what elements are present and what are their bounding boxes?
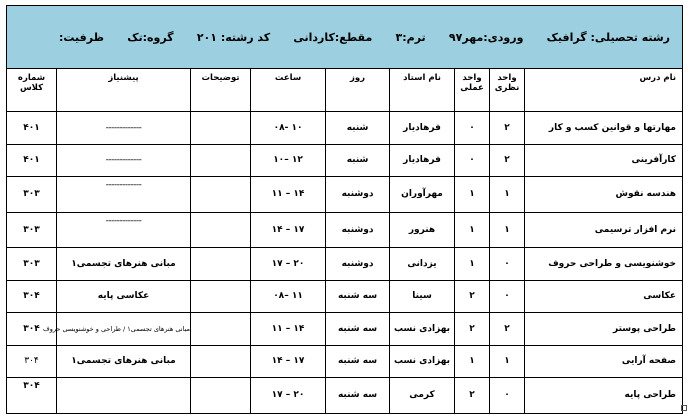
table-row	[7, 345, 683, 378]
header-cell	[7, 6, 683, 69]
entry-label: ورودی:مهر۹۷	[448, 30, 524, 44]
cell-day: سه شنبه	[326, 345, 390, 378]
cell-practical: ۱	[455, 212, 490, 248]
cell-day: سه شنبه	[326, 313, 390, 346]
cell-day: دوشنبه	[326, 248, 390, 281]
cell-day: سه شنبه	[326, 280, 390, 313]
cell-prereq: مبانی هنرهای تجسمی۱	[57, 345, 191, 378]
cell-practical: ۰	[455, 112, 490, 145]
cell-practical: ۱	[455, 248, 490, 281]
cell-prereq: مبانی هنرهای تجسمی۱ / طراحی و خوشنویسی حروف	[57, 313, 191, 346]
table-row	[7, 280, 683, 313]
cell-day: شنبه	[326, 112, 390, 145]
cell-time: ۱۷ – ۱۴	[251, 212, 326, 248]
cell-room: ۳۰۳	[7, 248, 57, 281]
cell-teacher: کرمی	[390, 378, 455, 414]
col-notes: توضیحات	[191, 69, 251, 112]
table-row	[7, 248, 683, 281]
cell-prereq	[57, 378, 191, 414]
header-row	[7, 6, 683, 69]
cell-prereq: -------------	[57, 212, 191, 248]
group-label: گروه:تک	[127, 30, 174, 44]
cell-room: ۴۰۱	[7, 112, 57, 145]
cell-day: دوشنبه	[326, 177, 390, 213]
cell-theory: ۰	[490, 280, 525, 313]
cell-theory: ۱	[490, 345, 525, 378]
col-prereq: پیشنیاز	[57, 69, 191, 112]
cell-teacher: بهزادی نسب	[390, 313, 455, 346]
cell-room: ۳۰۴	[7, 378, 57, 414]
cell-notes	[191, 112, 251, 145]
cell-practical: ۲	[455, 313, 490, 346]
cell-theory: ۲	[490, 144, 525, 177]
cell-time: ۱۱ –۰۸	[251, 280, 326, 313]
level-label: مقطع:کاردانی	[293, 30, 373, 44]
cell-prereq: -------------	[57, 112, 191, 145]
cell-day: سه شنبه	[326, 378, 390, 414]
table-row	[7, 112, 683, 145]
cell-theory: ۰	[490, 248, 525, 281]
col-time: ساعت	[251, 69, 326, 112]
cell-theory: ۲	[490, 313, 525, 346]
col-teacher: نام استاد	[390, 69, 455, 112]
col-day: روز	[326, 69, 390, 112]
cell-notes	[191, 280, 251, 313]
cell-course: عکاسی	[525, 280, 683, 313]
column-header-row	[7, 69, 683, 112]
cell-time: ۲۰ – ۱۷	[251, 248, 326, 281]
cell-course: خوشنویسی و طراحی حروف	[525, 248, 683, 281]
cell-course: هندسه نقوش	[525, 177, 683, 213]
cell-course: صفحه آرایی	[525, 345, 683, 378]
resize-handle-icon[interactable]	[681, 405, 687, 411]
cell-notes	[191, 345, 251, 378]
cell-theory: ۰	[490, 378, 525, 414]
cell-room: ۳۰۴	[7, 280, 57, 313]
cell-time: ۲۰ – ۱۷	[251, 378, 326, 414]
table-row	[7, 212, 683, 248]
code-label: کد رشته: ۲۰۱	[196, 30, 271, 44]
cell-notes	[191, 144, 251, 177]
cell-teacher: بهزادی نسب	[390, 345, 455, 378]
cell-room: ۳۰۴	[7, 345, 57, 378]
cell-time: ۱۴ – ۱۱	[251, 177, 326, 213]
cell-teacher: یزدانی	[390, 248, 455, 281]
col-room: شماره کلاس	[7, 69, 57, 112]
cell-room: ۳۰۴	[7, 313, 57, 346]
term-label: ترم:۳	[395, 30, 426, 44]
cell-notes	[191, 212, 251, 248]
cell-time: ۱۴ – ۱۱	[251, 313, 326, 346]
cell-notes	[191, 248, 251, 281]
cell-room: ۳۰۳	[7, 212, 57, 248]
cell-prereq: -------------	[57, 177, 191, 213]
cell-practical: ۲	[455, 280, 490, 313]
cell-teacher: سینا	[390, 280, 455, 313]
cell-time: ۱۷ – ۱۴	[251, 345, 326, 378]
cell-notes	[191, 313, 251, 346]
cell-teacher: مهرآوران	[390, 177, 455, 213]
schedule-table	[6, 5, 683, 414]
cell-room: ۴۰۱	[7, 144, 57, 177]
capacity-label: ظرفیت:	[59, 30, 104, 44]
cell-teacher: هنرور	[390, 212, 455, 248]
col-course: نام درس	[525, 69, 683, 112]
cell-time: ۱۰ -۰۸	[251, 112, 326, 145]
cell-theory: ۱	[490, 212, 525, 248]
cell-course: طراحی پایه	[525, 378, 683, 414]
cell-prereq: مبانی هنرهای تجسمی۱	[57, 248, 191, 281]
table-row	[7, 144, 683, 177]
schedule-sheet	[6, 5, 682, 408]
cell-prereq: -------------	[57, 144, 191, 177]
table-row	[7, 378, 683, 414]
cell-practical: ۲	[455, 378, 490, 414]
cell-theory: ۲	[490, 112, 525, 145]
cell-course: نرم افزار ترسیمی	[525, 212, 683, 248]
cell-course: طراحی پوستر	[525, 313, 683, 346]
cell-room: ۳۰۳	[7, 177, 57, 213]
cell-theory: ۱	[490, 177, 525, 213]
cell-practical: ۱	[455, 345, 490, 378]
col-practical: واحد عملی	[455, 69, 490, 112]
table-row	[7, 313, 683, 346]
table-row	[7, 177, 683, 213]
cell-prereq: عکاسی پایه	[57, 280, 191, 313]
cell-notes	[191, 177, 251, 213]
cell-practical: ۱	[455, 177, 490, 213]
cell-day: دوشنبه	[326, 212, 390, 248]
col-theory: واحد نظری	[490, 69, 525, 112]
cell-practical: ۰	[455, 144, 490, 177]
cell-day: شنبه	[326, 144, 390, 177]
field-label: رشته تحصیلی: گرافیک	[546, 30, 671, 44]
cell-time: ۱۲ –۱۰	[251, 144, 326, 177]
cell-course: مهارتها و قوانین کسب و کار	[525, 112, 683, 145]
cell-notes	[191, 378, 251, 414]
cell-course: کارآفرینی	[525, 144, 683, 177]
cell-teacher: فرهادیار	[390, 112, 455, 145]
cell-teacher: فرهادیار	[390, 144, 455, 177]
